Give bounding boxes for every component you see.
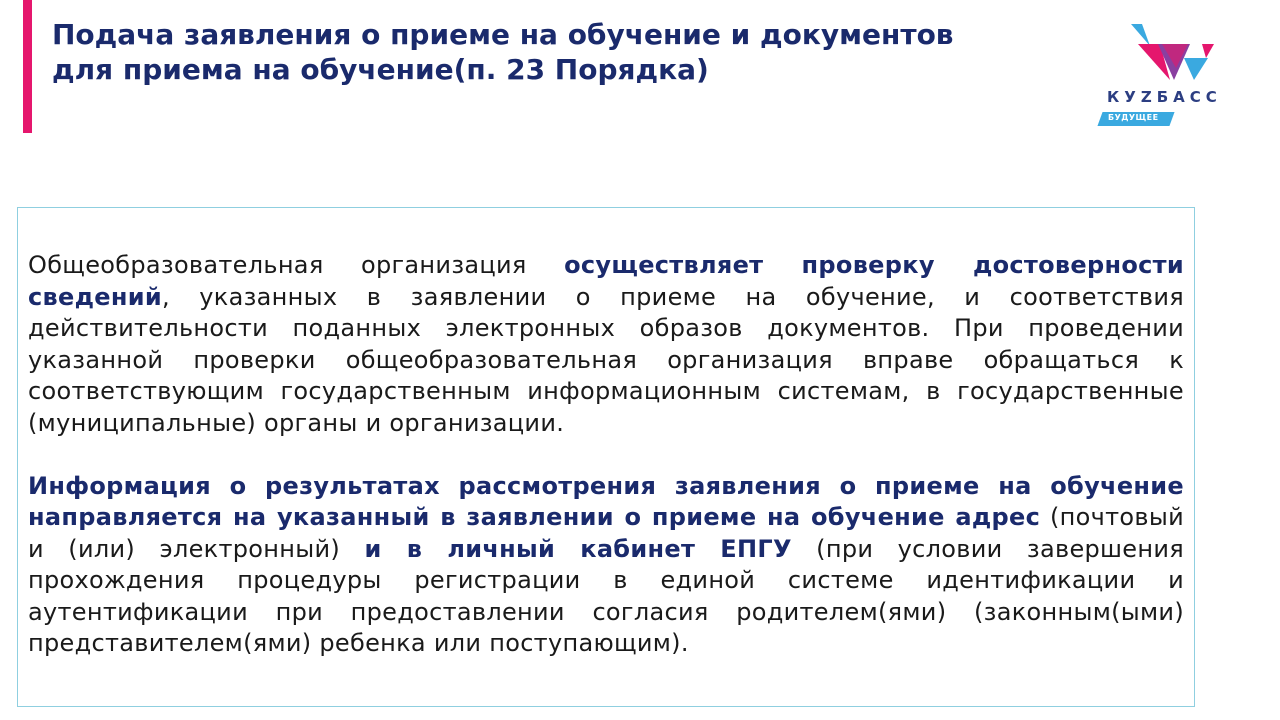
paragraph-results [28, 471, 1184, 660]
p1-text-1: Общеобразовательная организация [28, 251, 565, 279]
p1-text-2: , указанных в заявлении о приеме на обучение, и соответствия действительности поданных электронных образов документов. При проведении указанной проверки общеобразовательная организация вправе обращаться к соответствующим государственным информационным системам, в государственные (муниципальные) органы и организации. [28, 282, 1184, 437]
content-box [17, 207, 1195, 707]
kuzbass-logo [1098, 22, 1248, 130]
page-title-line-2: для приема на обучение(п. 23 Порядка) [52, 53, 709, 86]
logo-wordmark: КУZБАСС [1107, 88, 1222, 106]
p2-text-1: (почтовый и (или) электронный) [28, 503, 1184, 563]
page-title [52, 17, 1102, 87]
paragraph-verification [28, 250, 1184, 439]
logo-tagline: БУДУЩЕЕ [1108, 113, 1159, 122]
kuzbass-v-logo-icon [1098, 22, 1248, 88]
p1-bold-1: осуществляет проверку достоверности сведений [28, 251, 1185, 311]
page-title-line-1: Подача заявления о приеме на обучение и документов [52, 18, 954, 51]
p2-bold-2: и в личный кабинет ЕПГУ [364, 534, 792, 563]
p2-text-2: (при условии завершения прохождения процедуры регистрации в единой системе идентификации и аутентификации при предоставлении согласия родителем(ями) (законным(ыми) представителем(ями) ребенка или поступающим). [28, 534, 1184, 657]
p2-bold-1: Информация о результатах рассмотрения заявления о приеме на обучение направляется на указанный в заявлении о приеме на обучение адрес [28, 471, 1184, 531]
accent-bar [23, 0, 32, 133]
